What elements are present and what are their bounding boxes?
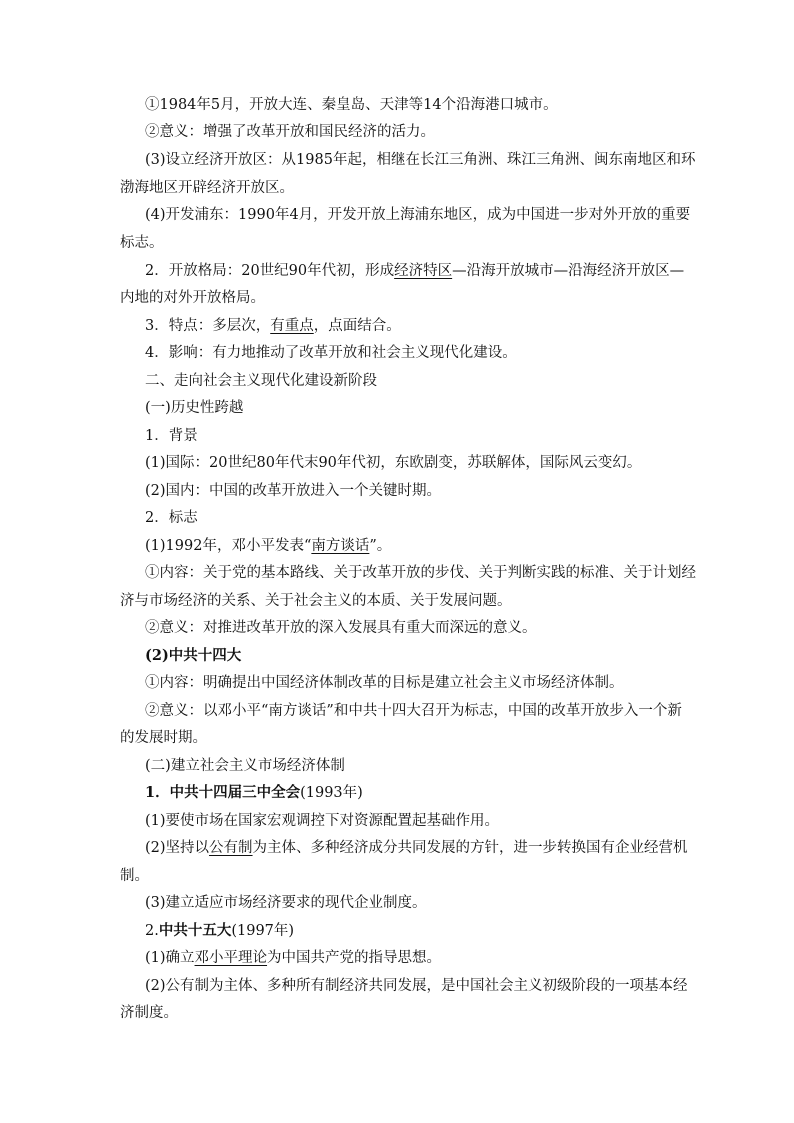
text-line: [145, 536, 391, 556]
text-line: [145, 261, 684, 281]
text-line: ①内容：关于党的基本路线、关于改革开放的步伐、关于判断实践的标准、关于计划经: [145, 565, 696, 581]
text-line: ②意义：增强了改革开放和国民经济的活力。: [145, 124, 435, 140]
text-line: [145, 316, 401, 336]
subsection-heading: (一)历史性跨越: [145, 400, 244, 416]
text-line: (3)设立经济开放区：从1985年起，相继在长江三角洲、珠江三角洲、闽东南地区和环: [145, 152, 696, 168]
text-line: (3)建立适应市场经济要求的现代企业制度。: [145, 895, 427, 911]
text-line: ①1984年5月，开放大连、秦皇岛、天津等14个沿海港口城市。: [145, 97, 558, 113]
text-line: (2)国内：中国的改革开放进入一个关键时期。: [145, 483, 442, 499]
text-span: 3．特点：多层次，: [145, 318, 271, 334]
text-line: 制。: [120, 868, 149, 884]
text-span: (1993年): [300, 785, 363, 801]
text-line: (1)国际：20世纪80年代末90年代初，东欧剧变，苏联解体，国际风云变幻。: [145, 455, 642, 471]
text-line: 4．影响：有力地推动了改革开放和社会主义现代化建设。: [145, 345, 517, 361]
underlined-term: 经济特区: [394, 263, 453, 279]
underlined-term: 有重点: [270, 318, 314, 334]
text-line: ①内容：明确提出中国经济体制改革的目标是建立社会主义市场经济体制。: [145, 675, 624, 691]
text-line: [145, 921, 294, 941]
text-line: [145, 783, 363, 803]
text-line: 1．背景: [145, 428, 198, 444]
text-line: 内地的对外开放格局。: [120, 290, 265, 306]
text-span: —沿海开放城市—沿海经济开放区—: [452, 263, 685, 279]
text-line: (2)公有制为主体、多种所有制经济共同发展，是中国社会主义初级阶段的一项基本经: [145, 978, 688, 994]
text-line: (2)中共十四大: [145, 647, 242, 664]
text-line: (4)开发浦东：1990年4月，开发开放上海浦东地区，成为中国进一步对外开放的重要: [145, 207, 691, 223]
text-span: 2．开放格局：20世纪90年代初，形成: [145, 263, 395, 279]
underlined-term: 南方谈话: [311, 538, 370, 554]
text-span: (1997年): [231, 923, 295, 939]
subsection-heading: (二)建立社会主义市场经济体制: [145, 758, 345, 774]
underlined-term: 邓小平理论: [194, 950, 268, 966]
text-span: (2)坚持以: [145, 840, 210, 856]
text-span: 为主体、多种经济成分共同发展的方针，进一步转换国有企业经营机: [252, 840, 688, 856]
text-span: 中共十五大: [158, 922, 232, 939]
section-heading: 二、走向社会主义现代化建设新阶段: [145, 373, 377, 389]
text-line: 济制度。: [120, 1005, 178, 1021]
text-line: 的发展时期。: [120, 730, 207, 746]
text-line: ②意义：以邓小平“南方谈话”和中共十四大召开为标志，中国的改革开放步入一个新: [145, 703, 682, 719]
text-line: 标志。: [120, 235, 164, 251]
text-line: [145, 948, 441, 968]
text-line: [145, 838, 688, 858]
underlined-term: 公有制: [209, 840, 253, 856]
text-line: 2．标志: [145, 510, 198, 526]
text-span: ，点面结合。: [313, 318, 401, 334]
text-span: 2.: [145, 923, 159, 939]
text-span: (1)1992年，邓小平发表“: [145, 538, 312, 554]
text-line: (1)要使市场在国家宏观调控下对资源配置起基础作用。: [145, 813, 500, 829]
text-span: (1)确立: [145, 950, 195, 966]
text-span: ”。: [369, 538, 392, 554]
text-line: 济与市场经济的关系、关于社会主义的本质、关于发展问题。: [120, 593, 512, 609]
text-span: 1．中共十四届三中全会: [145, 784, 301, 801]
text-span: 为中国共产党的指导思想。: [267, 950, 442, 966]
text-line: 渤海地区开辟经济开放区。: [120, 180, 294, 196]
text-line: ②意义：对推进改革开放的深入发展具有重大而深远的意义。: [145, 620, 537, 636]
